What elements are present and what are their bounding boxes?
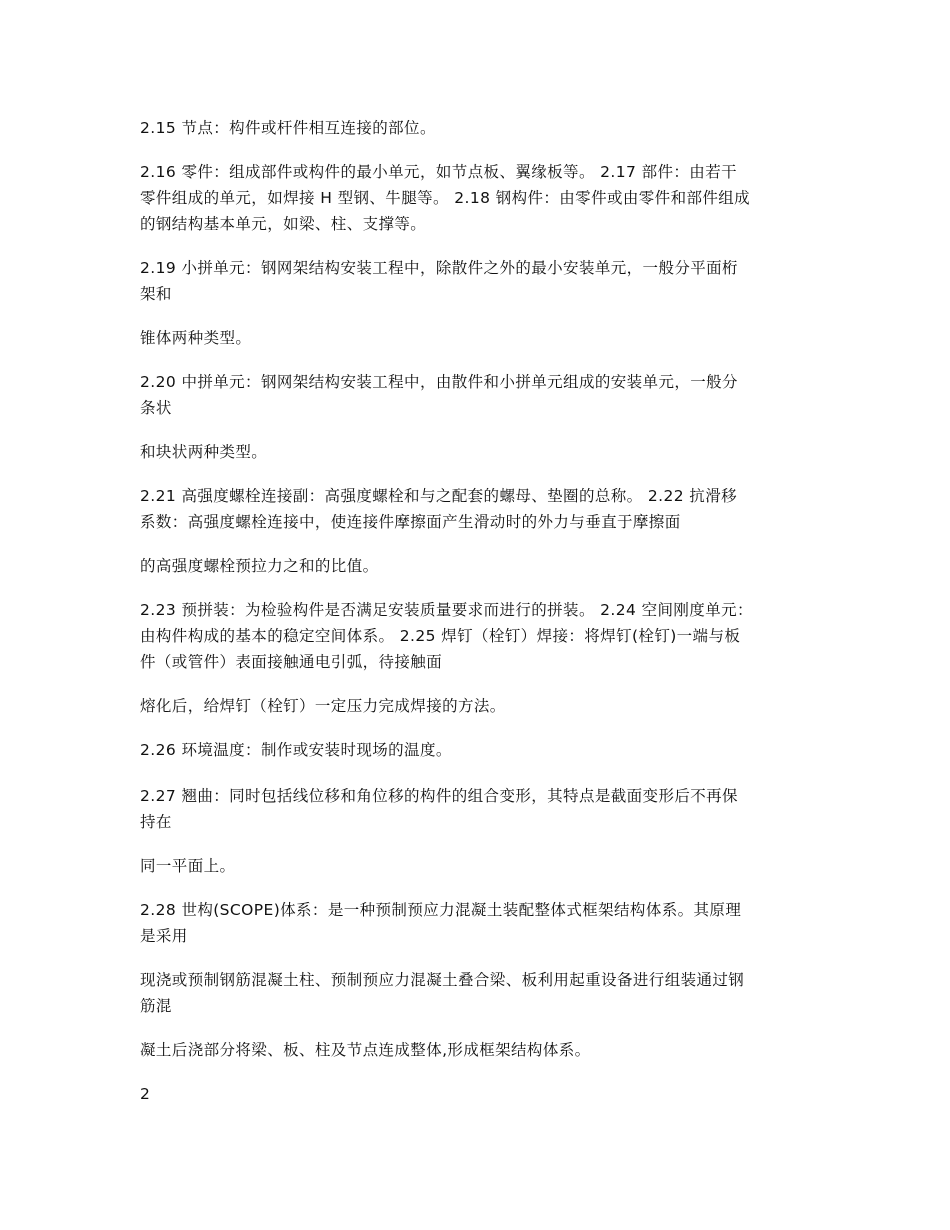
text-line: 的高强度螺栓预拉力之和的比值。	[140, 557, 379, 575]
text-line: 的钢结构基本单元，如梁、柱、支撑等。	[140, 215, 427, 233]
page-number: 2	[140, 1085, 150, 1103]
text-line: 凝土后浇部分将梁、板、柱及节点连成整体,形成框架结构体系。	[140, 1041, 591, 1059]
text-line: 2.26 环境温度：制作或安装时现场的温度。	[140, 741, 452, 759]
paragraph-2-27	[140, 783, 808, 835]
paragraph-2-27-cont	[140, 853, 808, 879]
text-line: 系数：高强度螺栓连接中，使连接件摩擦面产生滑动时的外力与垂直于摩擦面	[140, 513, 681, 531]
paragraph-2-28-cont	[140, 967, 808, 1019]
paragraph-2-19	[140, 255, 808, 307]
text-line: 锥体两种类型。	[140, 329, 252, 347]
paragraph-2-16	[140, 159, 808, 237]
text-line: 现浇或预制钢筋混凝土柱、预制预应力混凝土叠合梁、板利用起重设备进行组装通过钢	[140, 971, 745, 989]
paragraph-2-21	[140, 483, 808, 535]
paragraph-2-25-cont	[140, 693, 808, 719]
text-line: 条状	[140, 399, 172, 417]
text-line: 2.20 中拼单元：钢网架结构安装工程中，由散件和小拼单元组成的安装单元，一般分	[140, 373, 738, 391]
paragraph-2-22-cont	[140, 553, 808, 579]
paragraph-2-26	[140, 737, 808, 763]
text-line: 2.15 节点：构件或杆件相互连接的部位。	[140, 119, 436, 137]
text-line: 零件组成的单元，如焊接 H 型钢、牛腿等。 2.18 钢构件：由零件或由零件和部件组成	[140, 189, 751, 207]
text-line: 2.16 零件：组成部件或构件的最小单元，如节点板、翼缘板等。 2.17 部件：由若干	[140, 163, 738, 181]
text-line: 2.19 小拼单元：钢网架结构安装工程中，除散件之外的最小安装单元，一般分平面桁	[140, 259, 738, 277]
text-line: 是采用	[140, 927, 188, 945]
paragraph-2-20	[140, 369, 808, 421]
paragraph-2-19-cont	[140, 325, 808, 351]
text-line: 2.21 高强度螺栓连接副：高强度螺栓和与之配套的螺母、垫圈的总称。 2.22 抗滑移	[140, 487, 738, 505]
text-line: 持在	[140, 813, 172, 831]
text-line: 2.27 翘曲：同时包括线位移和角位移的构件的组合变形，其特点是截面变形后不再保	[140, 787, 738, 805]
text-line: 熔化后，给焊钉（栓钉）一定压力完成焊接的方法。	[140, 697, 506, 715]
paragraph-2-20-cont	[140, 439, 808, 465]
text-line: 同一平面上。	[140, 857, 236, 875]
text-line: 架和	[140, 285, 172, 303]
paragraph-2-28-end	[140, 1037, 808, 1063]
text-line: 件（或管件）表面接触通电引弧，待接触面	[140, 653, 443, 671]
text-line: 2.28 世构(SCOPE)体系：是一种预制预应力混凝土装配整体式框架结构体系。其原理	[140, 901, 742, 919]
text-line: 和块状两种类型。	[140, 443, 268, 461]
text-line: 由构件构成的基本的稳定空间体系。 2.25 焊钉（栓钉）焊接：将焊钉(栓钉)一端与板	[140, 627, 741, 645]
text-line: 筋混	[140, 997, 172, 1015]
paragraph-2-28	[140, 897, 808, 949]
paragraph-2-23	[140, 597, 808, 675]
text-line: 2.23 预拼装：为检验构件是否满足安装质量要求而进行的拼装。 2.24 空间刚度单元：	[140, 601, 753, 619]
paragraph-2-15	[140, 115, 808, 141]
